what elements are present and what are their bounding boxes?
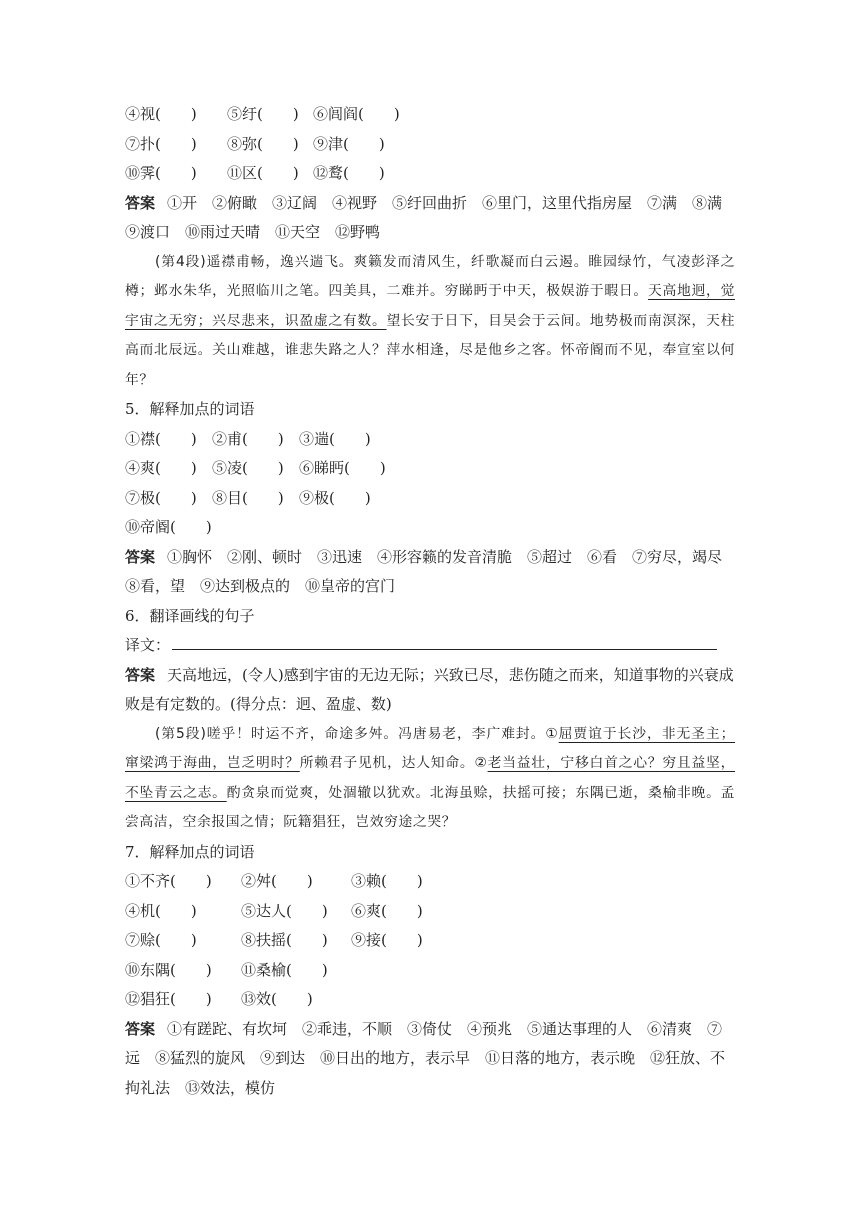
answer-label: 答案	[125, 193, 156, 212]
item-row	[125, 985, 735, 1015]
fill-in-item: ⑩东隅( )	[125, 960, 212, 979]
content-column	[125, 100, 738, 1103]
item-row	[125, 897, 735, 927]
translation-fill-line	[125, 631, 735, 661]
translation-label: 译文：	[125, 636, 171, 654]
answer-block-5	[125, 543, 738, 602]
question-4-items	[125, 100, 735, 189]
underlined-sentence-2: 老当益壮，宁移白首之心？穷且益坚，不坠青云之志。	[125, 755, 736, 801]
fill-in-item: ④视( )	[125, 105, 197, 123]
fill-in-item: ⑩霁( )	[125, 164, 197, 182]
answer-block-4	[125, 189, 738, 248]
fill-in-item: ③遄( )	[299, 429, 371, 448]
fill-in-item: ⑤凌( )	[212, 459, 284, 477]
fill-in-item: ⑨津( )	[313, 134, 385, 153]
answer-label: 答案	[125, 547, 156, 566]
question-7-items	[125, 867, 735, 1015]
question-5-title: 5．解释加点的词语	[125, 400, 255, 418]
item-row	[125, 100, 735, 130]
fill-in-item: ②甫( )	[212, 429, 284, 448]
passage-paragraph-5	[125, 720, 735, 838]
item-row	[125, 484, 735, 514]
answer-text: ①胸怀 ②刚、顿时 ③迅速 ④形容籁的发音清脆 ⑤超过 ⑥看 ⑦穷尽，竭尽 ⑧看，望 ⑨达到极点的 ⑩皇帝的宫门	[125, 547, 738, 595]
fill-in-item: ⑪区( )	[227, 164, 299, 182]
answer-text: 天高地远，(令人)感到宇宙的无边无际；兴致已尽，悲伤随之而来，知道事物的兴衰成败是有定数的。(得分点：迥、盈虚、数)	[125, 665, 734, 713]
underlined-sentence: 天高地迥，觉宇宙之无穷；兴尽悲来，识盈虚之有数。	[125, 283, 735, 329]
fill-in-item: ⑫猖狂( )	[125, 990, 212, 1008]
passage-text: 酌贪泉而觉爽，处涸辙以犹欢。北海虽赊，扶摇可接；东隅已逝，桑榆非晚。孟尝高洁，空余报国之情；阮籍猖狂，岂效穷途之哭？	[125, 784, 735, 830]
item-row	[125, 867, 735, 897]
item-row	[125, 130, 735, 160]
question-7-title: 7．解释加点的词语	[125, 842, 255, 861]
fill-in-item: ③赖( )	[351, 872, 423, 890]
fill-in-item: ⑥睇眄( )	[299, 459, 386, 477]
answer-label: 答案	[125, 665, 156, 684]
fill-in-item: ⑧目( )	[212, 488, 284, 507]
fill-in-item: ⑥爽( )	[351, 901, 423, 920]
fill-in-item: ⑦扑( )	[125, 134, 197, 153]
fill-in-item: ⑦赊( )	[125, 931, 197, 949]
item-row	[125, 425, 735, 455]
fill-in-item: ④爽( )	[125, 459, 197, 477]
fill-in-item: ⑬效( )	[241, 990, 313, 1008]
fill-in-item: ⑪桑榆( )	[241, 960, 328, 979]
fill-in-item: ⑤纡( )	[227, 105, 299, 123]
fill-in-item: ⑨接( )	[351, 931, 423, 949]
fill-in-item: ④机( )	[125, 901, 197, 920]
item-row	[125, 159, 735, 189]
question-5-items	[125, 425, 735, 543]
fill-in-item: ⑧扶摇( )	[241, 931, 328, 949]
fill-in-item: ⑦极( )	[125, 488, 197, 507]
item-row	[125, 926, 735, 956]
fill-in-item: ⑤达人( )	[241, 901, 328, 920]
fill-in-item: ①不齐( )	[125, 872, 212, 890]
passage-text: (第4段)遥襟甫畅，逸兴遄飞。爽籁发而清风生，纤歌凝而白云遏。睢园绿竹，气凌彭泽之樽；邺水朱华，光照临川之笔。四美具，二难并。穷睇眄于中天，极娱游于暇日。	[125, 253, 735, 299]
item-row	[125, 956, 735, 986]
item-row	[125, 513, 735, 543]
answer-text: ①有蹉跎、有坎坷 ②乖违，不顺 ③倚仗 ④预兆 ⑤通达事理的人 ⑥清爽 ⑦远 ⑧猛烈的旋风 ⑨到达 ⑩日出的地方，表示早 ⑪日落的地方，表示晚 ⑫狂放、不拘礼法 ⑬效法，模仿	[125, 1019, 726, 1097]
passage-text: 所赖君子见机，达人知命。②	[299, 755, 488, 771]
answer-text: ①开 ②俯瞰 ③辽阔 ④视野 ⑤纡回曲折 ⑥里门，这里代指房屋 ⑦满 ⑧满 ⑨渡口 ⑩雨过天晴 ⑪天空 ⑫野鸭	[125, 193, 738, 241]
fill-in-item: ⑩帝阍( )	[125, 518, 212, 536]
passage-text: 望长安于日下，目吴会于云间。地势极而南溟深，天柱高而北辰远。关山难越，谁悲失路之人？萍水相逢，尽是他乡之客。怀帝阍而不见，奉宣室以何年？	[125, 312, 735, 388]
passage-text: (第5段)嗟乎！时运不齐，命途多舛。冯唐易老，李广难封。①	[155, 725, 559, 742]
blank-line	[172, 648, 717, 650]
answer-block-7	[125, 1015, 735, 1104]
question-6-title: 6．翻译画线的句子	[125, 606, 255, 625]
item-row	[125, 454, 735, 484]
fill-in-item: ⑫鹜( )	[313, 164, 385, 182]
answer-label: 答案	[125, 1019, 156, 1038]
fill-in-item: ⑧弥( )	[227, 134, 299, 153]
fill-in-item: ①襟( )	[125, 429, 197, 448]
underlined-sentence-1: 屈贾谊于长沙，非无圣主；窜梁鸿于海曲，岂乏明时？	[125, 725, 736, 771]
fill-in-item: ⑥闾阎( )	[313, 105, 400, 123]
passage-paragraph-4	[125, 248, 735, 396]
fill-in-item: ⑨极( )	[299, 488, 371, 507]
answer-block-6	[125, 661, 735, 720]
fill-in-item: ②舛( )	[241, 872, 313, 890]
